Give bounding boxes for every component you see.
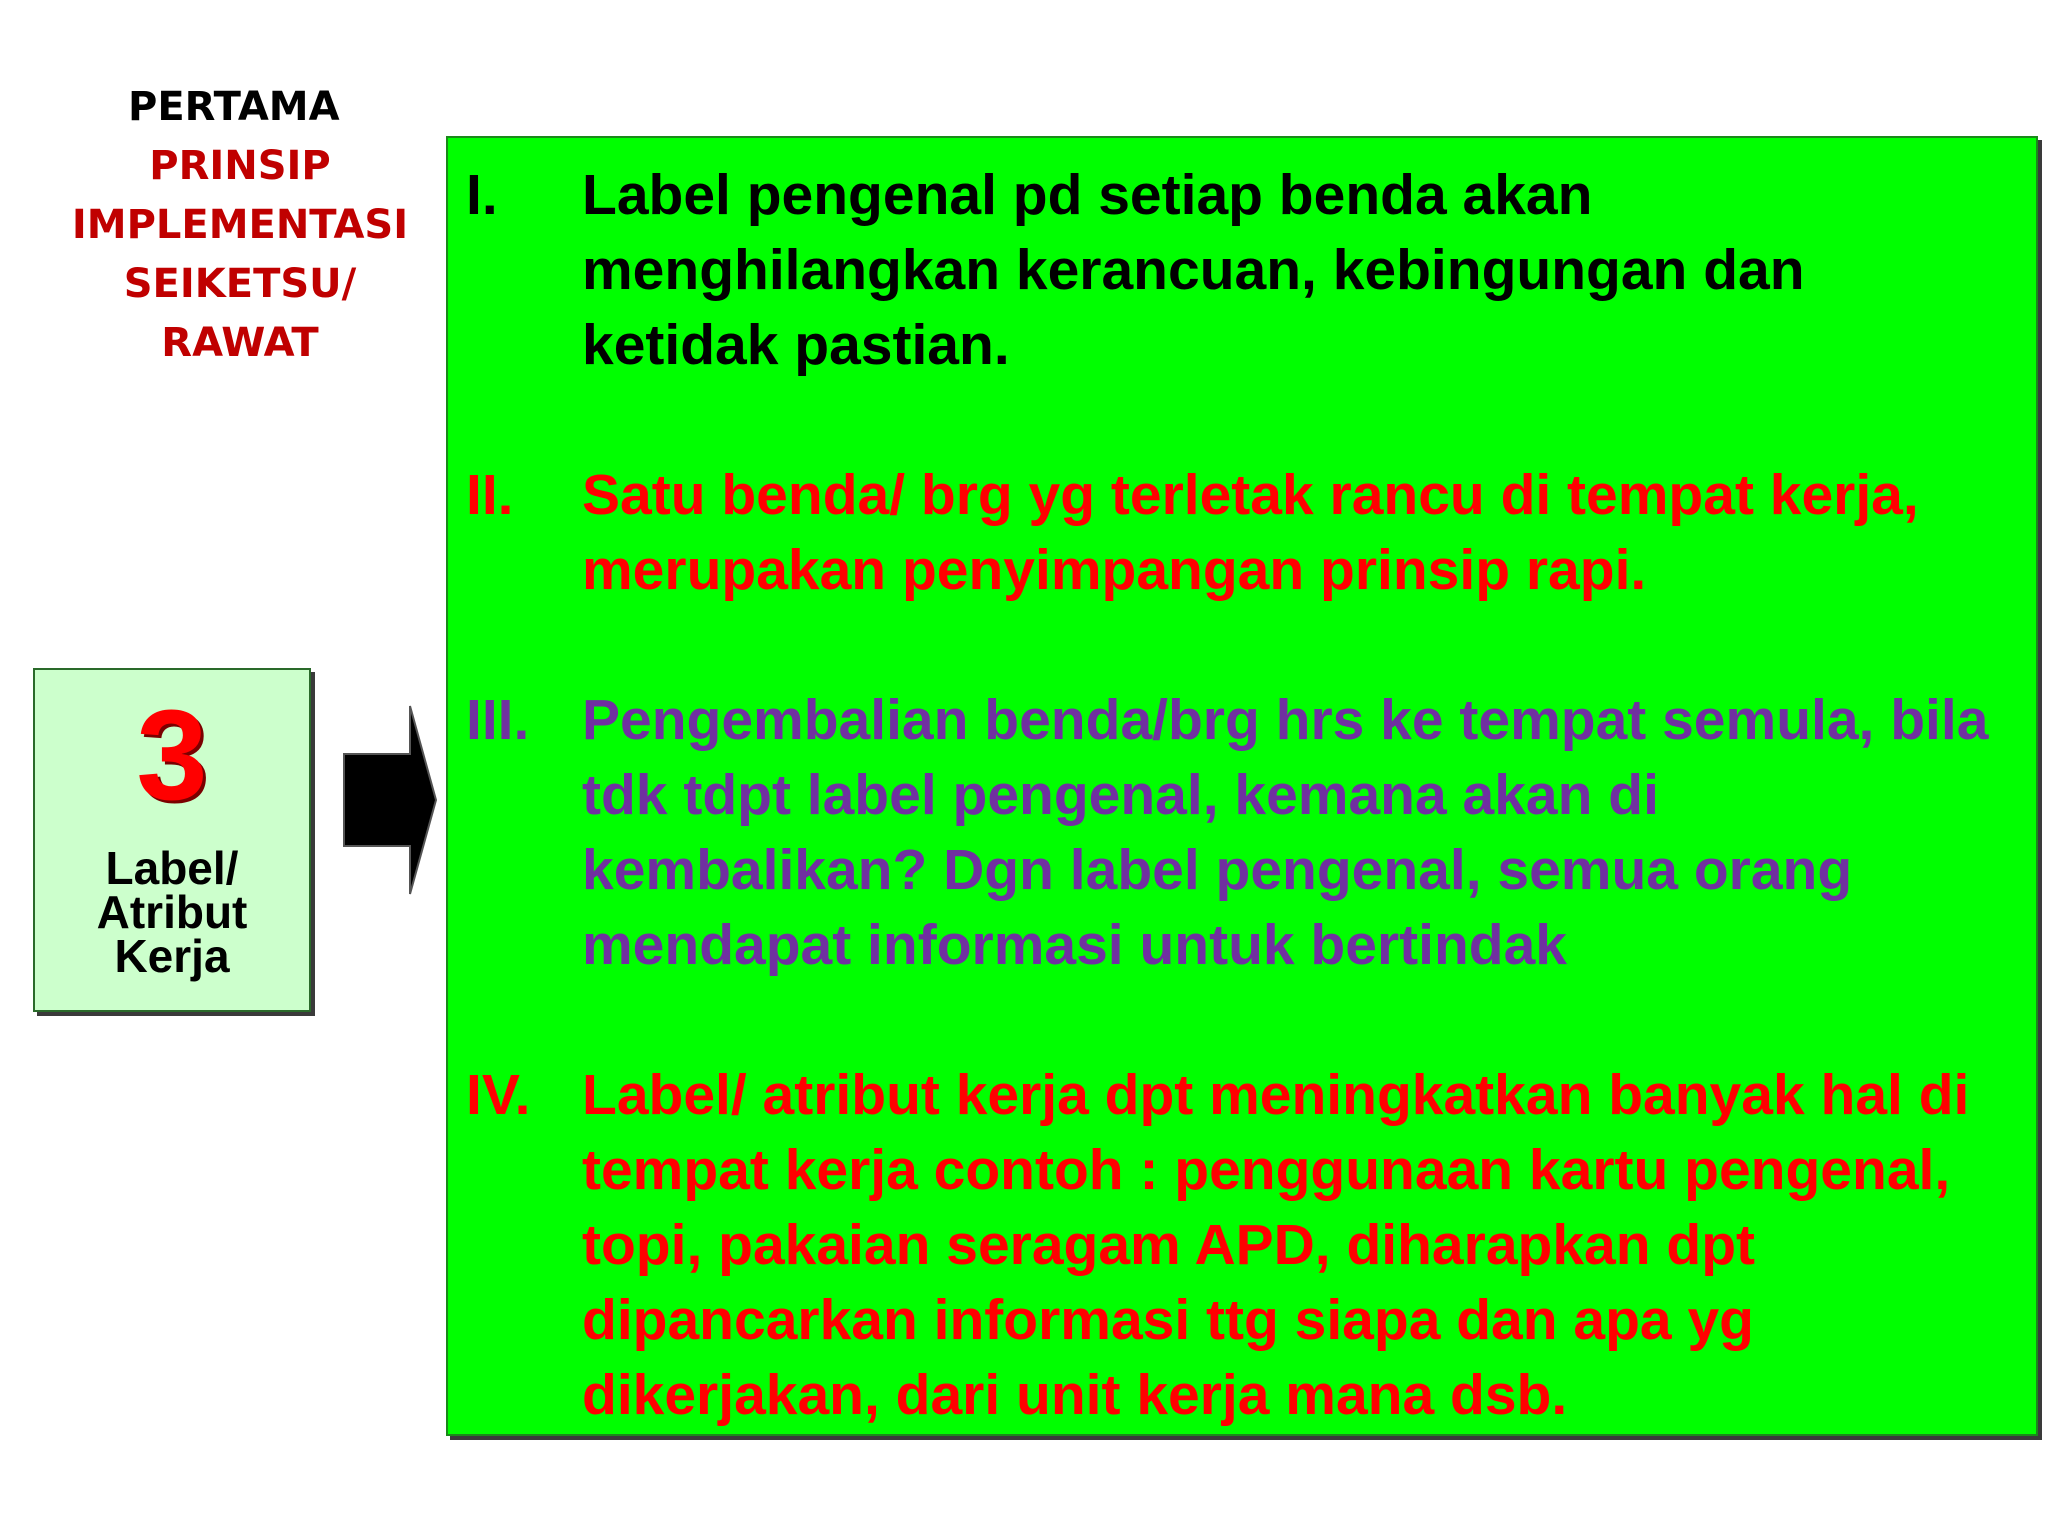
step-label <box>35 842 309 982</box>
list-item-1 <box>466 158 2016 383</box>
step-label-line3: Kerja <box>114 930 230 982</box>
list-item-text: Label/ atribut kerja dpt meningkatkan banyak hal di tempat kerja contoh : penggunaan kartu pengenal, topi, pakaian seragam APD, diharapkan dpt dipancarkan informasi ttg siapa dan apa yg dikerjakan, dari unit kerja mana dsb. <box>582 1063 1970 1427</box>
list-item-4 <box>466 1058 2016 1433</box>
list-item-number: I. <box>466 163 498 227</box>
heading-rawat: RAWAT <box>161 320 319 366</box>
list-item-text: Pengembalian benda/brg hrs ke tempat semula, bila tdk tdpt label pengenal, kemana akan di kembalikan? Dgn label pengenal, semua orang mendapat informasi untuk bertindak <box>582 688 1989 977</box>
step-card <box>33 668 311 1012</box>
list-item-3 <box>466 683 2016 983</box>
slide-heading <box>60 78 420 373</box>
content-box <box>446 136 2038 1436</box>
right-arrow-icon <box>338 700 438 900</box>
heading-seiketsu: SEIKETSU/ <box>123 261 357 307</box>
heading-implementasi: IMPLEMENTASI <box>71 202 409 248</box>
list-item-number: IV. <box>466 1063 531 1127</box>
heading-pertama: PERTAMA <box>128 84 340 130</box>
list-item-2 <box>466 458 2016 608</box>
list-item-number: III. <box>466 688 530 752</box>
step-label-line1: Label/ <box>105 842 239 894</box>
step-number: 3 <box>136 684 208 827</box>
heading-prinsip: PRINSIP <box>149 143 331 189</box>
list-item-text: Satu benda/ brg yg terletak rancu di tempat kerja, merupakan penyimpangan prinsip rapi. <box>582 463 1919 602</box>
step-label-line2: Atribut <box>96 886 248 938</box>
list-item-number: II. <box>466 463 514 527</box>
list-item-text: Label pengenal pd setiap benda akan menghilangkan kerancuan, kebingungan dan ketidak pastian. <box>582 163 1805 377</box>
